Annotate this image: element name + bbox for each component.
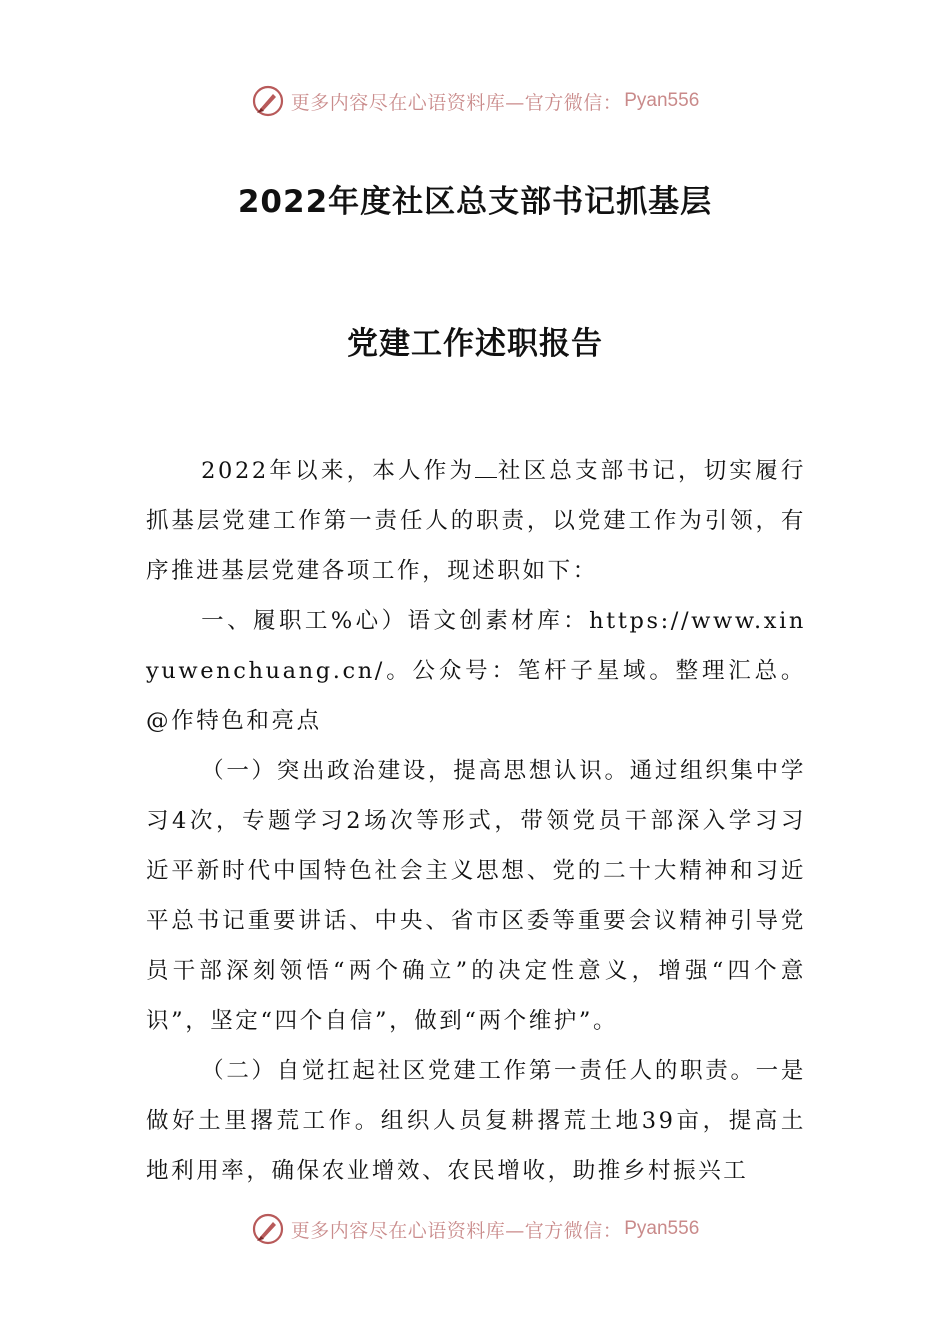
document-title-line1: 2022年度社区总支部书记抓基层 <box>237 184 713 220</box>
pen-logo-icon <box>251 84 285 118</box>
footer-watermark <box>0 1212 950 1246</box>
pen-logo-icon <box>251 1212 285 1246</box>
paragraph-intro <box>146 446 806 596</box>
paragraph-intro-start: 2022年以来，本人作为 <box>201 458 476 484</box>
document-body <box>146 446 806 1196</box>
watermark-text: 更多内容尽在心语资料库—官方微信： <box>290 1219 623 1242</box>
paragraph-section-one: 一、履职工%心）语文创素材库：https://www.xinyuwenchuang.cn/。公众号：笔杆子星域。整理汇总。@作特色和亮点 <box>146 608 806 734</box>
paragraph-subsection-two: （二）自觉扛起社区党建工作第一责任人的职责。一是做好土里撂荒工作。组织人员复耕撂荒土地39亩，提高土地利用率，确保农业增效、农民增收，助推乡村振兴工 <box>146 1058 806 1184</box>
paragraph-subsection-one: （一）突出政治建设，提高思想认识。通过组织集中学习4次，专题学习2场次等形式，带领党员干部深入学习习近平新时代中国特色社会主义思想、党的二十大精神和习近平总书记重要讲话、中央、省市区委等重要会议精神引导党员干部深刻领悟“两个确立”的决定性意义，增强“四个意识”，坚定“四个自信”，做到“两个维护”。 <box>146 758 806 1034</box>
document-title-line2: 党建工作述职报告 <box>347 326 603 362</box>
watermark-text: 更多内容尽在心语资料库—官方微信： <box>290 91 623 114</box>
blank-underline <box>475 459 497 478</box>
header-watermark <box>0 84 950 118</box>
paragraph-intro-end: 社区总支部书记，切实履行抓基层党建工作第一责任人的职责，以党建工作为引领，有序推进基层党建各项工作，现述职如下： <box>146 458 806 584</box>
watermark-wechat-id: Pyan556 <box>624 1218 700 1239</box>
watermark-wechat-id: Pyan556 <box>624 90 700 111</box>
